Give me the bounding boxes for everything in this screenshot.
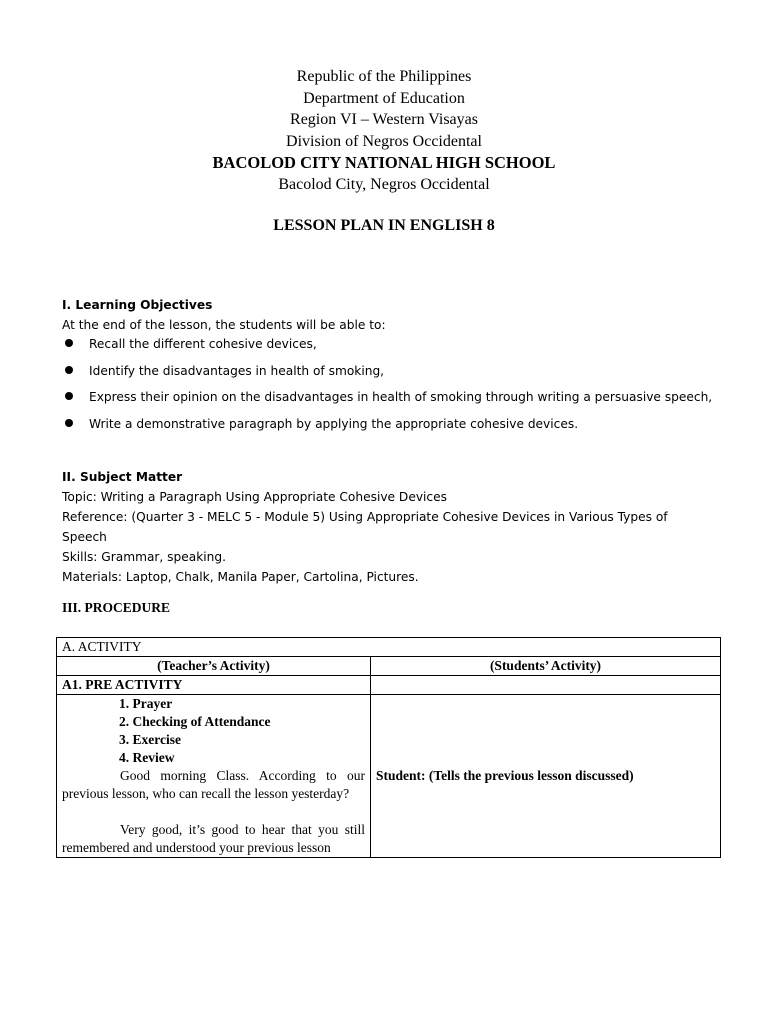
- list-item: [62, 334, 712, 361]
- teacher-text: Good morning Class. According to our previous lesson, who can recall the lesson yesterday?: [62, 768, 365, 801]
- procedure-heading: III. PROCEDURE: [62, 600, 171, 615]
- teacher-activity-header: (Teacher’s Activity): [57, 657, 371, 676]
- objectives-heading: I. Learning Objectives: [62, 298, 213, 312]
- subject-materials: Materials: Laptop, Chalk, Manila Paper, Cartolina, Pictures.: [62, 570, 419, 584]
- activity-label: A. ACTIVITY: [57, 638, 721, 657]
- table-row: [57, 695, 721, 858]
- students-activity-header: (Students’ Activity): [371, 657, 721, 676]
- subject-topic: Topic: Writing a Paragraph Using Appropriate Cohesive Devices: [62, 490, 447, 504]
- objectives-list: [62, 334, 712, 440]
- header-region: Region VI – Western Visayas: [290, 111, 478, 129]
- subject-matter-heading: II. Subject Matter: [62, 470, 183, 484]
- bullet-icon: [65, 419, 73, 427]
- objectives-intro: At the end of the lesson, the students will be able to:: [62, 318, 386, 332]
- teacher-activity-cell: [57, 695, 371, 858]
- table-row: [57, 676, 721, 695]
- bullet-icon: [65, 392, 73, 400]
- list-item: [62, 414, 712, 441]
- empty-cell: [371, 676, 721, 695]
- teacher-paragraph-1: [62, 767, 365, 803]
- objective-text: Recall the different cohesive devices,: [89, 337, 317, 351]
- procedure-table: [56, 637, 721, 858]
- pre-activity-label: A1. PRE ACTIVITY: [57, 676, 371, 695]
- student-activity-cell: Student: (Tells the previous lesson discussed): [371, 695, 721, 858]
- lesson-plan-title: LESSON PLAN IN ENGLISH 8: [273, 217, 495, 234]
- objective-text: Identify the disadvantages in health of smoking,: [89, 363, 385, 378]
- pre-activity-steps: [62, 695, 365, 767]
- header-department: Department of Education: [303, 89, 465, 107]
- objectives-section: [62, 295, 386, 335]
- objective-text: Write a demonstrative paragraph by applying the appropriate cohesive devices.: [89, 416, 579, 431]
- step-item: 2. Checking of Attendance: [119, 714, 271, 729]
- header-republic: Republic of the Philippines: [296, 68, 472, 85]
- table-row: [57, 657, 721, 676]
- subject-reference-continued: Speech: [62, 530, 107, 544]
- step-item: 3. Exercise: [119, 732, 181, 747]
- subject-reference: Reference: (Quarter 3 - MELC 5 - Module 5) Using Appropriate Cohesive Devices in Various Types of: [62, 510, 668, 524]
- subject-skills: Skills: Grammar, speaking.: [62, 550, 227, 564]
- header-division: Division of Negros Occidental: [286, 132, 482, 150]
- objective-text: Express their opinion on the disadvantages in health of smoking through writing a persuasive speech,: [89, 390, 713, 404]
- step-item: 1. Prayer: [119, 696, 173, 711]
- header-school-location: Bacolod City, Negros Occidental: [278, 175, 490, 193]
- document-header: [0, 66, 768, 196]
- teacher-paragraph-2: [62, 821, 365, 857]
- list-item: [62, 361, 712, 388]
- bullet-icon: [65, 366, 73, 374]
- teacher-text: Very good, it’s good to hear that you still remembered and understood your previous lesson: [62, 822, 365, 855]
- table-row: [57, 638, 721, 657]
- step-item: 4. Review: [119, 750, 175, 765]
- header-school-name: BACOLOD CITY NATIONAL HIGH SCHOOL: [212, 153, 556, 173]
- spacer: [62, 803, 365, 821]
- subject-matter-section: [62, 467, 668, 587]
- bullet-icon: [65, 339, 73, 347]
- list-item: [62, 387, 712, 414]
